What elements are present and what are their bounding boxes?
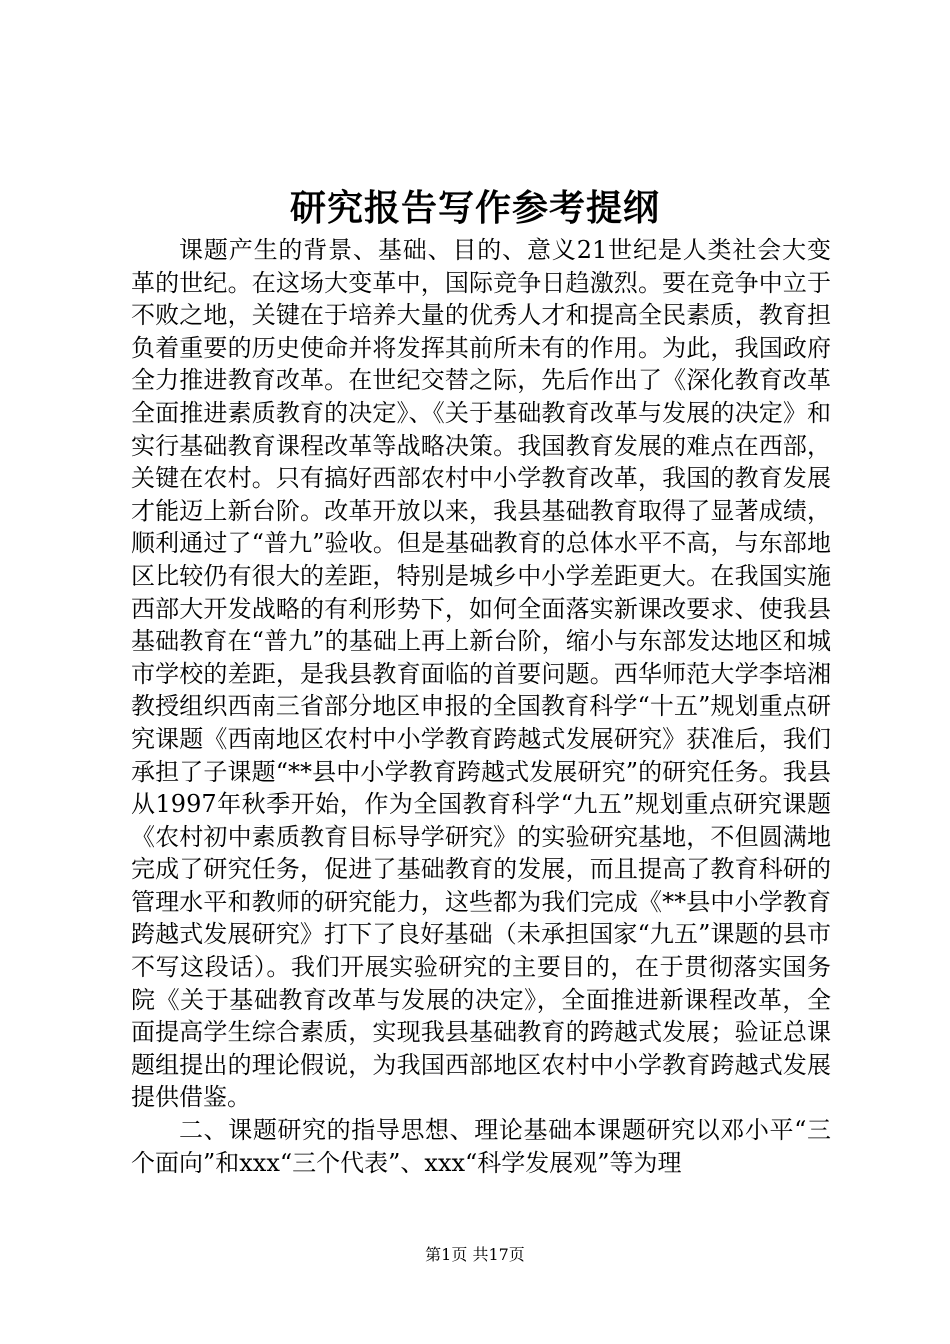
document-body — [131, 234, 831, 1179]
page-footer: 第1页 共17页 — [425, 1245, 525, 1264]
document-title: 研究报告写作参考提纲 — [289, 187, 660, 229]
body-paragraph: 课题产生的背景、基础、目的、意义21世纪是人类社会大变革的世纪。在这场大变革中，国际竞争日趋激烈。要在竞争中立于不败之地，关键在于培养大量的优秀人才和提高全民素质，教育担负着重要的历史使命并将发挥其前所未有的作用。为此，我国政府全力推进教育改革。在世纪交替之际，先后作出了《深化教育改革全面推进素质教育的决定》、《关于基础教育改革与发展的决定》和实行基础教育课程改革等战略决策。我国教育发展的难点在西部，关键在农村。只有搞好西部农村中小学教育改革，我国的教育发展才能迈上新台阶。改革开放以来，我县基础教育取得了显著成绩，顺利通过了“普九”验收。但是基础教育的总体水平不高，与东部地区比较仍有很大的差距，特别是城乡中小学差距更大。在我国实施西部大开发战略的有利形势下，如何全面落实新课改要求、使我县基础教育在“普九”的基础上再上新台阶，缩小与东部发达地区和城市学校的差距，是我县教育面临的首要问题。西华师范大学李培湘教授组织西南三省部分地区申报的全国教育科学“十五”规划重点研究课题《西南地区农村中小学教育跨越式发展研究》获准后，我们承担了子课题“**县中小学教育跨越式发展研究”的研究任务。我县从1997年秋季开始，作为全国教育科学“九五”规划重点研究课题《农村初中素质教育目标导学研究》的实验研究基地，不但圆满地完成了研究任务，促进了基础教育的发展，而且提高了教育科研的管理水平和教师的研究能力，这些都为我们完成《**县中小学教育跨越式发展研究》打下了良好基础（未承担国家“九五”课题的县市不写这段话）。我们开展实验研究的主要目的，在于贯彻落实国务院《关于基础教育改革与发展的决定》，全面推进新课程改革，全面提高学生综合素质，实现我县基础教育的跨越式发展；验证总课题组提出的理论假说，为我国西部地区农村中小学教育跨越式发展提供借鉴。 — [131, 236, 831, 1112]
body-paragraph: 二、课题研究的指导思想、理论基础本课题研究以邓小平“三个面向”和xxx“三个代表”、xxx“科学发展观”等为理 — [131, 1116, 831, 1177]
